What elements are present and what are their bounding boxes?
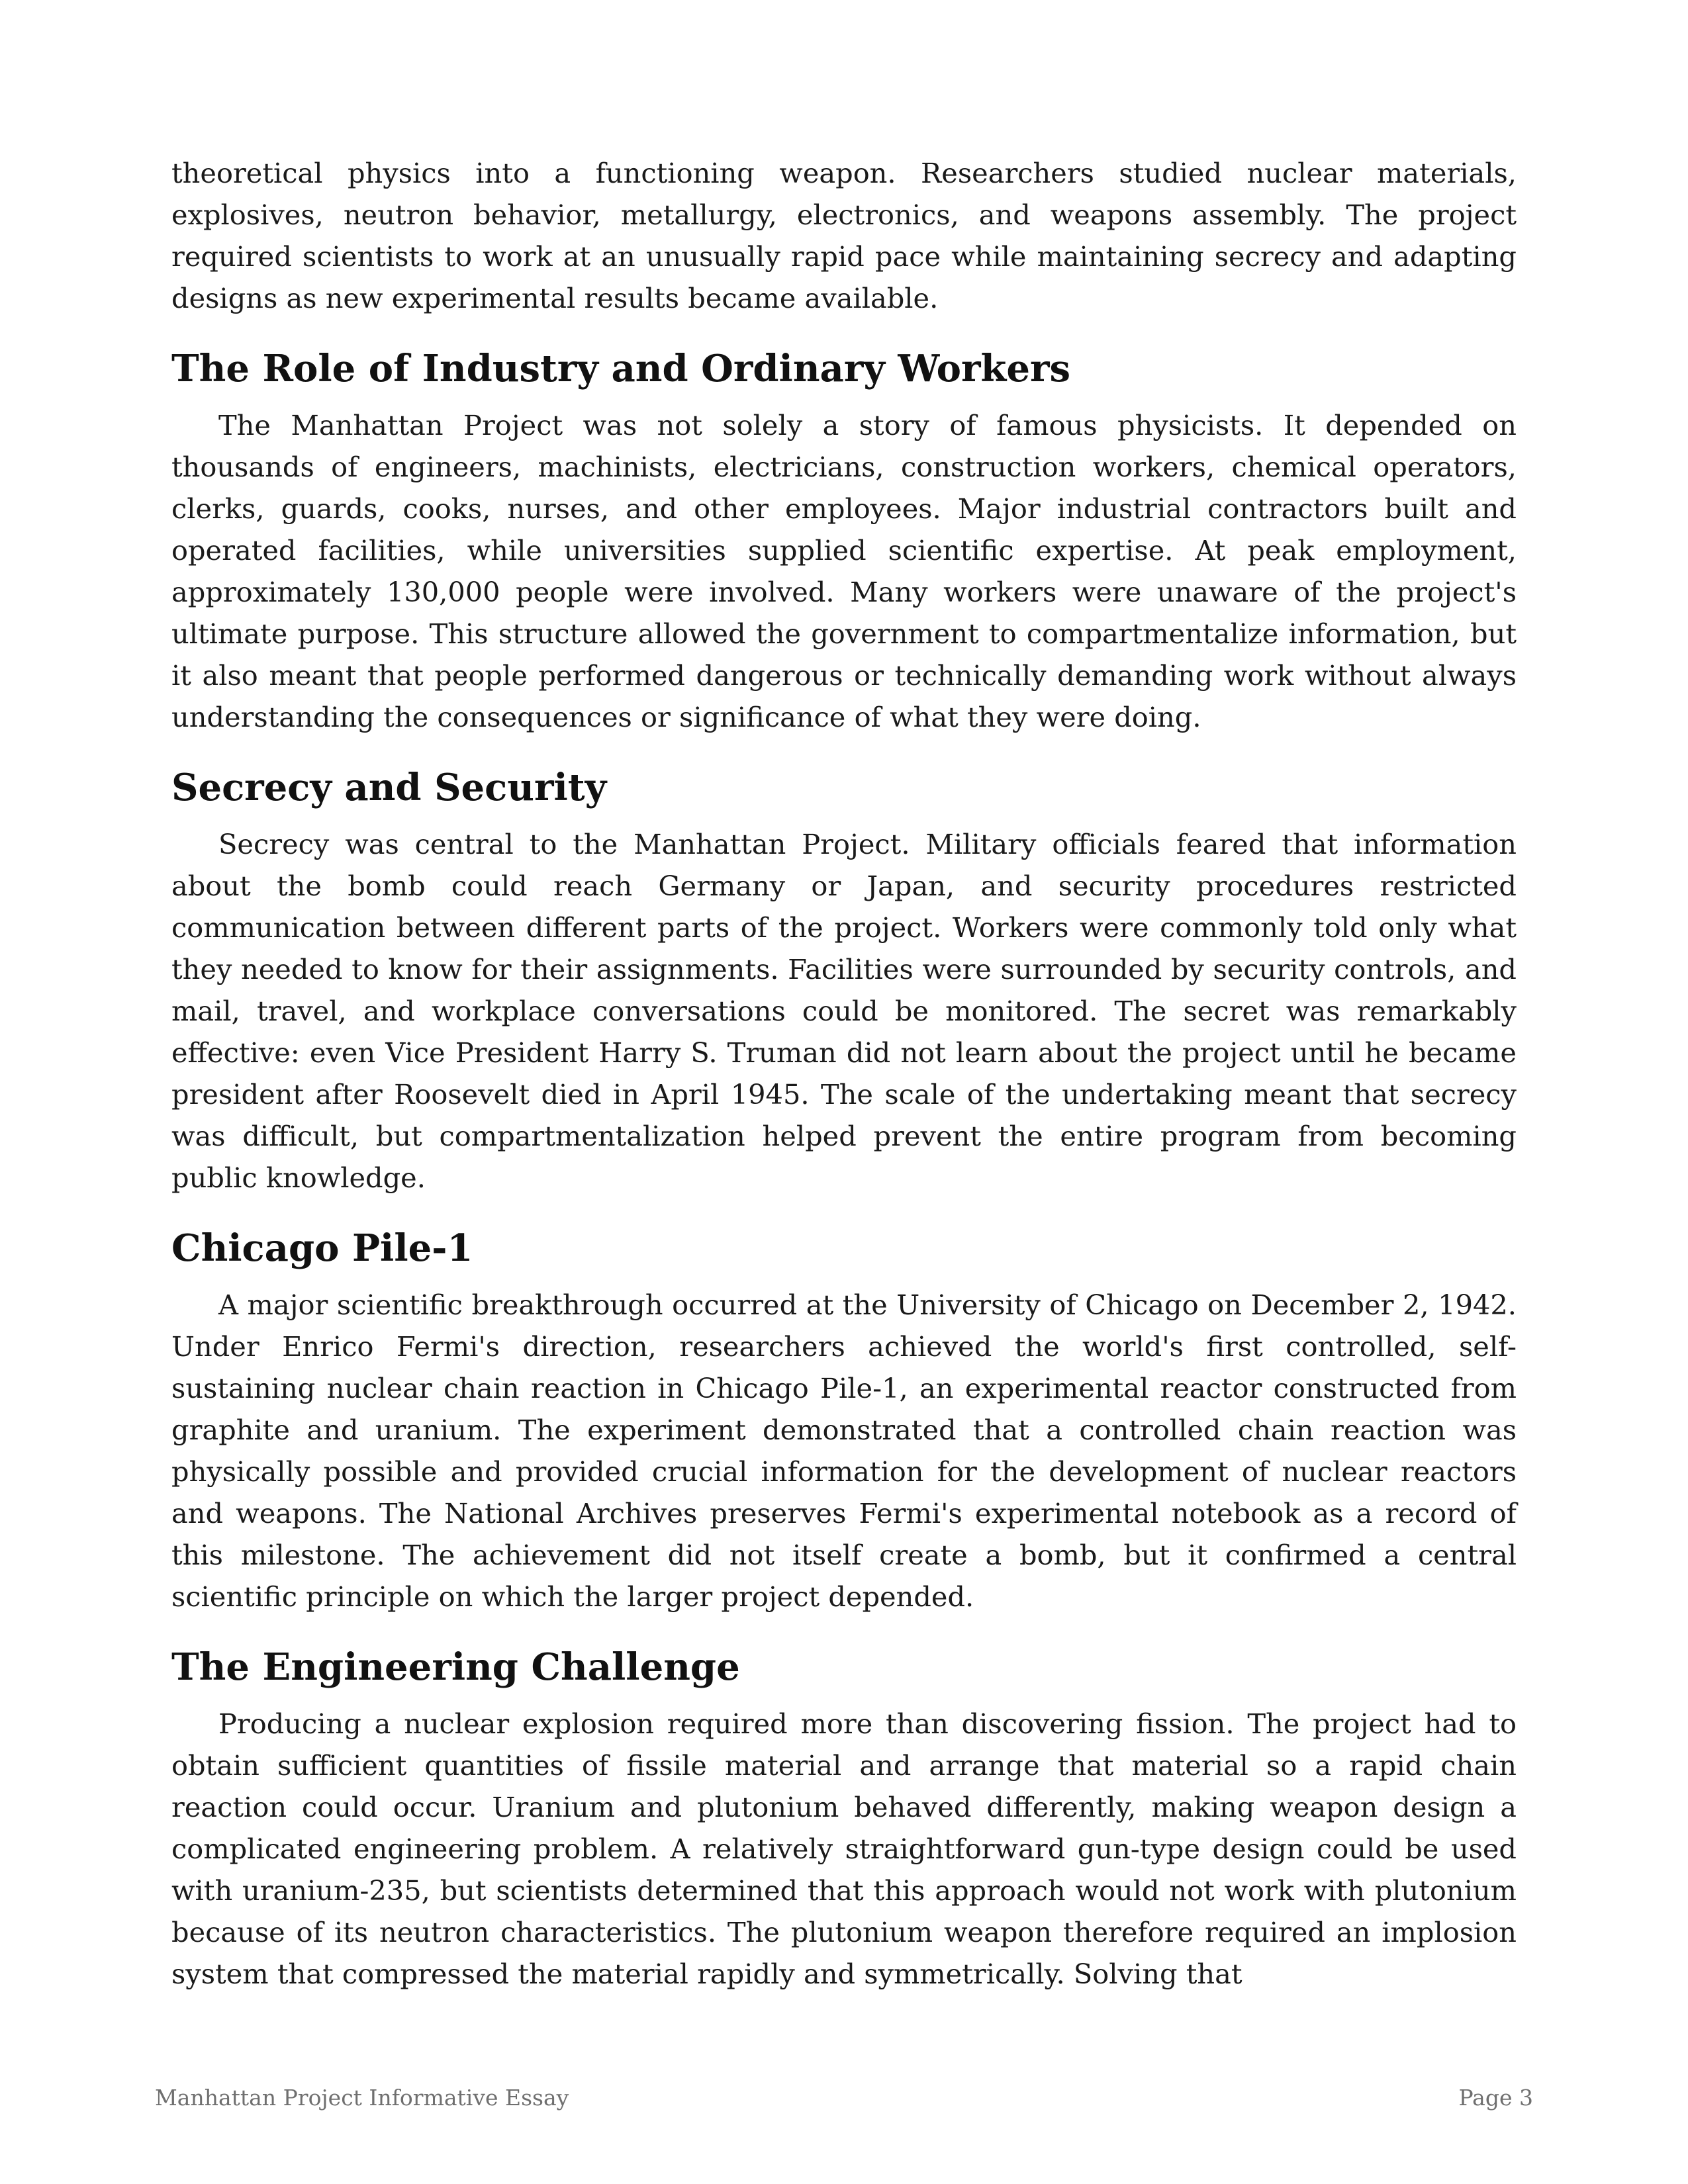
paragraph-continuation: theoretical physics into a functioning weapon. Researchers studied nuclear materials, explosives, neutron behavior, metallurgy, electronics, and weapons assembly. The project required scientists to work at an unusually rapid pace while maintaining secrecy and adapting designs as new experimental results became available. bbox=[171, 157, 1517, 314]
section-heading-engineering-challenge: The Engineering Challenge bbox=[171, 1645, 740, 1689]
paragraph-chicago-pile: A major scientific breakthrough occurred at the University of Chicago on December 2, 1942. Under Enrico Fermi's direction, researchers achieved the world's first controlled, self-sustaining nuclear chain reaction in Chicago Pile-1, an experimental reactor constructed from graphite and uranium. The experiment demonstrated that a controlled chain reaction was physically possible and provided crucial information for the development of nuclear reactors and weapons. The National Archives preserves Fermi's experimental notebook as a record of this milestone. The achievement did not itself create a bomb, but it confirmed a central scientific principle on which the larger project depended. bbox=[171, 1289, 1517, 1613]
section-heading-secrecy-security: Secrecy and Security bbox=[171, 766, 607, 809]
paragraph-secrecy-security: Secrecy was central to the Manhattan Project. Military officials feared that information about the bomb could reach Germany or Japan, and security procedures restricted communication between different parts of the project. Workers were commonly told only what they needed to know for their assignments. Facilities were surrounded by security controls, and mail, travel, and workplace conversations could be monitored. The secret was remarkably effective: even Vice President Harry S. Truman did not learn about the project until he became president after Roosevelt died in April 1945. The scale of the undertaking meant that secrecy was difficult, but compartmentalization helped prevent the entire program from becoming public knowledge. bbox=[171, 828, 1517, 1194]
document-body bbox=[171, 152, 1517, 1995]
section-heading-chicago-pile: Chicago Pile-1 bbox=[171, 1226, 473, 1270]
footer-document-title: Manhattan Project Informative Essay bbox=[155, 2085, 569, 2111]
footer-page-number: Page 3 bbox=[1458, 2085, 1533, 2111]
paragraph-industry-workers: The Manhattan Project was not solely a story of famous physicists. It depended on thousands of engineers, machinists, electricians, construction workers, chemical operators, clerks, guards, cooks, nurses, and other employees. Major industrial contractors built and operated facilities, while universities supplied scientific expertise. At peak employment, approximately 130,000 people were involved. Many workers were unaware of the project's ultimate purpose. This structure allowed the government to compartmentalize information, but it also meant that people performed dangerous or technically demanding work without always understanding the consequences or significance of what they were doing. bbox=[171, 409, 1517, 733]
paragraph-engineering-challenge: Producing a nuclear explosion required more than discovering fission. The project had to obtain sufficient quantities of fissile material and arrange that material so a rapid chain reaction could occur. Uranium and plutonium behaved differently, making weapon design a complicated engineering problem. A relatively straightforward gun-type design could be used with uranium-235, but scientists determined that this approach would not work with plutonium because of its neutron characteristics. The plutonium weapon therefore required an implosion system that compressed the material rapidly and symmetrically. Solving that bbox=[171, 1707, 1517, 1990]
section-heading-industry-workers: The Role of Industry and Ordinary Workers bbox=[171, 347, 1070, 390]
